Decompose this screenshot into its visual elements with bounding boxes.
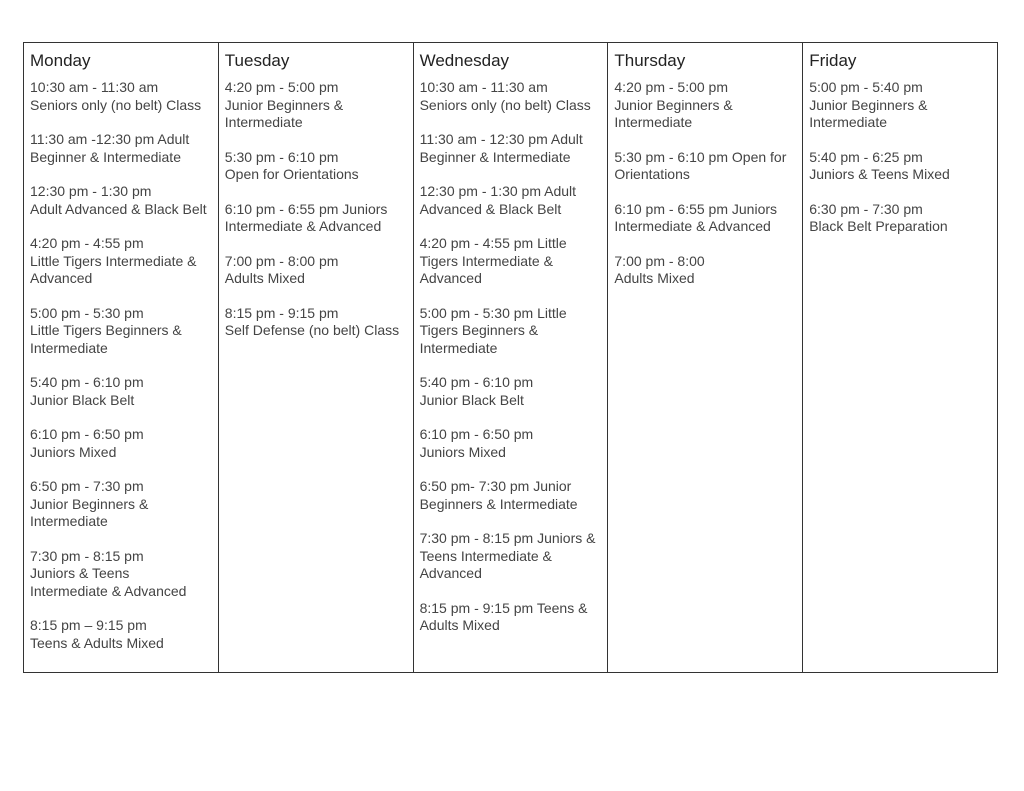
- session-description: Juniors Mixed: [30, 443, 117, 460]
- session-time: 11:30 am -12:30 pm Adult: [30, 131, 190, 147]
- class-session: [225, 79, 407, 132]
- session-description: Advanced: [419, 270, 482, 286]
- session-description: Intermediate & Advanced: [614, 218, 771, 234]
- session-description: Intermediate & Advanced: [224, 218, 382, 234]
- session-time: 8:15 pm - 9:15 pm Teens &: [419, 599, 588, 616]
- class-session: [30, 478, 212, 531]
- session-time: 7:00 pm - 8:00 pm: [224, 252, 339, 269]
- class-session: [809, 201, 991, 236]
- session-time: 4:20 pm - 5:00 pm: [614, 79, 729, 95]
- class-session: [614, 253, 796, 288]
- day-heading: Friday: [809, 51, 857, 70]
- class-session: [614, 149, 796, 184]
- session-time: 6:10 pm - 6:50 pm: [419, 426, 534, 442]
- session-time: 7:30 pm - 8:15 pm: [30, 547, 144, 564]
- session-time: 6:10 pm - 6:50 pm: [30, 426, 144, 442]
- session-description: Little Tigers Intermediate &: [30, 252, 197, 269]
- session-description: Teens & Adults Mixed: [30, 634, 164, 651]
- session-description: Seniors only (no belt) Class: [30, 96, 202, 113]
- session-time: 8:15 pm - 9:15 pm: [224, 304, 339, 321]
- session-description: Intermediate: [224, 114, 303, 130]
- session-description: Advanced: [30, 270, 93, 286]
- day-column-tuesday: [219, 43, 414, 672]
- class-session: [225, 149, 407, 184]
- class-session: [225, 253, 407, 288]
- session-time: 4:20 pm - 5:00 pm: [224, 79, 339, 95]
- class-session: [809, 79, 991, 132]
- session-time: 11:30 am - 12:30 pm Adult: [419, 131, 583, 147]
- session-description: Little Tigers Beginners &: [30, 322, 182, 338]
- session-time: 5:40 pm - 6:10 pm: [30, 374, 144, 390]
- session-time: 4:20 pm - 4:55 pm: [30, 235, 144, 251]
- class-session: [420, 79, 602, 114]
- session-time: 7:00 pm - 8:00: [614, 252, 705, 269]
- day-heading: Wednesday: [419, 51, 510, 70]
- session-description: Junior Beginners &: [809, 96, 928, 113]
- class-session: [420, 478, 602, 513]
- session-description: Juniors Mixed: [419, 443, 506, 460]
- session-description: Self Defense (no belt) Class: [224, 322, 400, 338]
- session-time: 5:30 pm - 6:10 pm: [224, 148, 339, 165]
- session-time: 5:00 pm - 5:30 pm Little: [419, 304, 567, 321]
- class-session: [30, 374, 212, 409]
- session-description: Beginner & Intermediate: [419, 148, 571, 165]
- session-description: Orientations: [614, 166, 690, 182]
- class-session: [420, 374, 602, 409]
- session-time: 6:10 pm - 6:55 pm Juniors: [614, 200, 778, 217]
- session-description: Teens Intermediate &: [419, 547, 552, 564]
- class-session: [420, 235, 602, 288]
- session-description: Junior Beginners &: [30, 495, 149, 512]
- session-time: 6:30 pm - 7:30 pm: [809, 200, 923, 217]
- day-column-monday: [24, 43, 219, 672]
- session-time: 12:30 pm - 1:30 pm: [30, 183, 152, 199]
- class-session: [30, 548, 212, 601]
- session-description: Adults Mixed: [419, 617, 500, 633]
- class-session: [420, 426, 602, 461]
- session-time: 10:30 am - 11:30 am: [419, 79, 548, 95]
- weekly-schedule-table: [23, 42, 998, 673]
- class-session: [30, 426, 212, 461]
- session-description: Tigers Intermediate &: [419, 252, 553, 269]
- class-session: [614, 79, 796, 132]
- session-time: 4:20 pm - 4:55 pm Little: [419, 235, 567, 251]
- session-description: Adults Mixed: [224, 270, 305, 286]
- day-heading: Thursday: [614, 51, 686, 70]
- class-session: [420, 600, 602, 635]
- session-description: Beginner & Intermediate: [30, 148, 181, 165]
- class-session: [30, 79, 212, 114]
- session-description: Junior Beginners &: [614, 96, 733, 113]
- session-time: 5:00 pm - 5:40 pm: [809, 79, 923, 95]
- session-description: Open for Orientations: [224, 166, 359, 182]
- day-column-wednesday: [414, 43, 609, 672]
- session-description: Adults Mixed: [614, 270, 695, 286]
- session-description: Beginners & Intermediate: [419, 495, 578, 512]
- session-time: 6:50 pm- 7:30 pm Junior: [419, 478, 572, 494]
- class-session: [225, 305, 407, 340]
- session-description: Intermediate: [30, 513, 108, 529]
- session-description: Juniors & Teens Mixed: [809, 166, 950, 182]
- session-description: Junior Black Belt: [419, 391, 524, 408]
- session-description: Intermediate: [30, 339, 108, 356]
- day-column-friday: [803, 43, 997, 672]
- class-session: [30, 131, 212, 166]
- session-time: 5:00 pm - 5:30 pm: [30, 304, 144, 321]
- day-heading: Monday: [30, 51, 91, 70]
- class-session: [225, 201, 407, 236]
- class-session: [30, 183, 212, 218]
- session-description: Seniors only (no belt) Class: [419, 96, 591, 113]
- class-session: [809, 149, 991, 184]
- session-description: Junior Black Belt: [30, 391, 135, 408]
- session-description: Advanced & Black Belt: [419, 200, 562, 217]
- class-session: [420, 530, 602, 583]
- class-session: [420, 183, 602, 218]
- session-time: 12:30 pm - 1:30 pm Adult: [419, 183, 577, 199]
- session-description: Intermediate: [614, 114, 693, 130]
- session-description: Intermediate: [419, 339, 498, 356]
- session-description: Black Belt Preparation: [809, 218, 948, 234]
- session-time: 5:30 pm - 6:10 pm Open for: [614, 148, 787, 165]
- session-time: 6:10 pm - 6:55 pm Juniors: [224, 200, 388, 217]
- session-description: Intermediate: [809, 114, 888, 130]
- session-description: Intermediate & Advanced: [30, 582, 187, 599]
- session-description: Juniors & Teens: [30, 565, 130, 581]
- session-time: 5:40 pm - 6:10 pm: [419, 374, 534, 390]
- class-session: [420, 305, 602, 358]
- class-session: [30, 235, 212, 288]
- class-session: [30, 305, 212, 358]
- session-time: 5:40 pm - 6:25 pm: [809, 148, 923, 165]
- session-time: 7:30 pm - 8:15 pm Juniors &: [419, 530, 596, 546]
- session-time: 6:50 pm - 7:30 pm: [30, 478, 144, 494]
- day-column-thursday: [608, 43, 803, 672]
- session-time: 10:30 am - 11:30 am: [30, 79, 159, 95]
- class-session: [420, 131, 602, 166]
- class-session: [614, 201, 796, 236]
- session-description: Adult Advanced & Black Belt: [30, 200, 207, 217]
- session-description: Tigers Beginners &: [419, 322, 539, 338]
- session-description: Advanced: [419, 565, 482, 581]
- day-heading: Tuesday: [224, 51, 290, 70]
- session-time: 8:15 pm – 9:15 pm: [30, 617, 147, 633]
- class-session: [30, 617, 212, 652]
- session-description: Junior Beginners &: [224, 96, 344, 113]
